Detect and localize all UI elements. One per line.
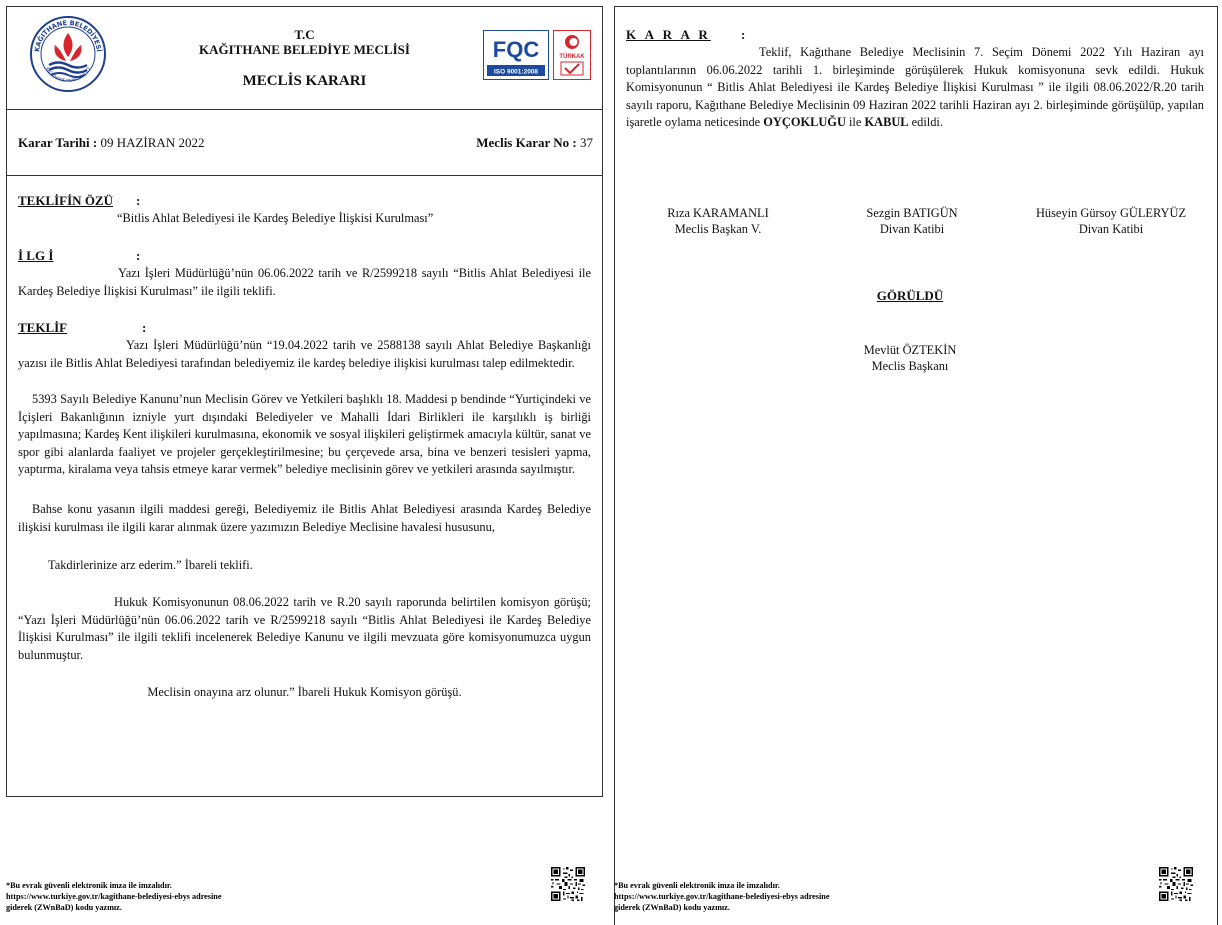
president-title: Meclis Başkanı (871, 359, 949, 373)
president-name: Mevlüt ÖZTEKİN (863, 343, 957, 357)
signatory-2 (817, 205, 1007, 237)
fqc-iso-logo-icon (483, 30, 549, 80)
footer-line-3: giderek (ZWnBaD) kodu yazınız. (614, 903, 730, 912)
karar-bold-majority: OYÇOKLUĞU (763, 115, 846, 129)
teklif-paragraph-3: Bahse konu yasanın ilgili maddesi gereği, Belediyemiz ile Bitlis Ahlat Belediyesi arasında Kardeş Belediye ilişkisi kurulması ile ilgili karar alınmak üzere yazımızın Belediye Meclisine havalesi hususunu, (18, 502, 591, 534)
teklif-paragraph-2: 5393 Sayılı Belediye Kanunu’nun Meclisin Görev ve Yetkileri başlıklı 18. Maddesi p bendinde “Yurtiçindeki ve İçişleri Bakanlığının izniyle yurt dışındaki Belediyeler ve Mahalli İdari Birlikleri ile karşılıklı iş birliği yapılmasına; Kardeş Kent ilişkileri kurulmasına, ekonomik ve sosyal ilişkileri geliştirmek amacıyla kültür, sanat ve spor gibi alanlarda faaliyet ve projeler gerçekleştirilmesine; bu çerçevede arsa, bina ve benzeri tesisleri yapma, yaptırma, kiralama veya tahsis etmeye karar vermek” belediye meclisinin görev ve yetkileri arasında sayılmıştır. (18, 392, 591, 476)
karar-text-3: edildi. (908, 115, 943, 129)
teklif-paragraph-5: Hukuk Komisyonunun 08.06.2022 tarih ve R.20 sayılı raporunda belirtilen komisyon görüşü; “Yazı İşleri Müdürlüğü’nün 06.06.2022 tarih ve R/2599218 sayılı “Bitlis Ahlat Belediyesi ile Kardeş Belediye İlişkisi Kurulması” ile ilgili teklifi incelenerek Belediye Kanunu ve ilgili mevzuata göre komisyonumuzca uygun bulunmuştur. (18, 595, 591, 662)
left-footer-note (6, 880, 221, 913)
ozu-text: “Bitlis Ahlat Belediyesi ile Kardeş Belediye İlişkisi Kurulması” (117, 211, 434, 225)
signatory-1-name: Rıza KARAMANLI (667, 206, 769, 220)
logo-text-bottom: KAĞITHANE MUNICIPALITY (44, 66, 92, 84)
teklif-title: TEKLİF (18, 320, 68, 335)
ilgi-colon: : (136, 248, 141, 263)
karar-heading (626, 26, 748, 44)
footer-line-1: *Bu evrak güvenli elektronik imza ile imzalıdır. (6, 881, 172, 890)
document-header (7, 7, 602, 110)
header-doc-type: MECLİS KARARI (242, 73, 367, 89)
logo-text-top: KAĞITHANE BELEDİYESİ (33, 18, 103, 53)
goruldu-heading: GÖRÜLDÜ (876, 288, 944, 303)
signatory-2-name: Sezgin BATIGÜN (866, 206, 958, 220)
decision-number-value: 37 (576, 135, 593, 150)
right-footer-note (614, 880, 829, 913)
ozu-title: TEKLİFİN ÖZÜ (18, 193, 113, 208)
signatory-3 (1011, 205, 1211, 237)
iso-text: ISO 9001:2008 (493, 68, 539, 76)
fqc-text: FQC (492, 37, 540, 62)
teklif-heading (18, 319, 146, 337)
teklif-paragraph-1: Yazı İşleri Müdürlüğü’nün “19.04.2022 tarih ve 2588138 sayılı Ahlat Belediye Başkanlığı yazısı ile Bitlis Ahlat Belediyesi tarafından belediyemiz ile kardeş belediye ilişkisi kurulması talep edilmektedir. (18, 338, 591, 370)
qr-code-icon (1159, 867, 1193, 901)
decision-number-label: Meclis Karar No : (476, 135, 577, 150)
teklif-paragraph-6: Meclisin onayına arz olunur.” İbareli Hukuk Komisyon görüşü. (147, 685, 462, 699)
page-left (6, 6, 603, 797)
decision-date-value: 09 HAZİRAN 2022 (97, 135, 205, 150)
footer-line-2: https://www.turkiye.gov.tr/kagithane-belediyesi-ebys adresine (614, 892, 830, 901)
turkak-text: TÜRKAK (559, 54, 585, 60)
ozu-colon: : (136, 193, 141, 208)
footer-line-3: giderek (ZWnBaD) kodu yazınız. (6, 903, 122, 912)
signatory-1 (623, 205, 813, 237)
signatory-2-title: Divan Katibi (879, 222, 945, 236)
qr-code-icon (551, 867, 585, 901)
karar-text-1: Teklif, Kağıthane Belediye Meclisinin 7. Seçim Dönemi 2022 Yılı Haziran ayı toplantılarının 06.06.2022 tarihli 1. birleşiminde görüşülerek Hukuk komisyonuna sevk edildi. Hukuk Komisyonunun “ Bitlis Ahlat Belediyesi ile Kardeş Belediye İlişkisi Kurulması ” ile ilgili 08.06.2022/R.20 tarih sayılı raporu, Kağıthane Belediye Meclisinin 09 Haziran 2022 tarihli Haziran ayı 2. birleşiminde görüşülüp, yapılan işaretle oylama neticesinde (626, 45, 1204, 129)
ilgi-text: Yazı İşleri Müdürlüğü’nün 06.06.2022 tarih ve R/2599218 sayılı “Bitlis Ahlat Belediyesi ile Kardeş Belediye İlişkisi Kurulması” ile ilgili teklifi. (18, 266, 591, 298)
decision-meta (7, 109, 602, 176)
signatory-1-title: Meclis Başkan V. (674, 222, 762, 236)
footer-line-1: *Bu evrak güvenli elektronik imza ile imzalıdır. (614, 881, 780, 890)
ilgi-title: İ LG İ (18, 248, 54, 263)
karar-title: K A R A R (626, 27, 711, 42)
karar-colon: : (741, 27, 749, 42)
decision-number (476, 134, 593, 152)
teklif-colon: : (142, 320, 147, 335)
header-tc: T.C (294, 27, 315, 42)
signatory-3-name: Hüseyin Gürsoy GÜLERYÜZ (1035, 206, 1187, 220)
ilgi-heading (18, 247, 140, 265)
header-council: KAĞITHANE BELEDİYE MECLİSİ (199, 42, 410, 57)
karar-bold-accepted: KABUL (864, 115, 909, 129)
decision-date-label: Karar Tarihi : (18, 135, 98, 150)
karar-text (626, 44, 1204, 132)
turkak-logo-icon (553, 30, 591, 80)
decision-date (18, 134, 204, 152)
president-signature (615, 342, 1205, 374)
footer-line-2: https://www.turkiye.gov.tr/kagithane-belediyesi-ebys adresine (6, 892, 222, 901)
ozu-heading (18, 192, 140, 210)
page-right (614, 6, 1218, 925)
teklif-paragraph-4: Takdirlerinize arz ederim.” İbareli teklifi. (48, 558, 253, 572)
signatory-3-title: Divan Katibi (1078, 222, 1144, 236)
karar-text-2: ile (845, 115, 865, 129)
